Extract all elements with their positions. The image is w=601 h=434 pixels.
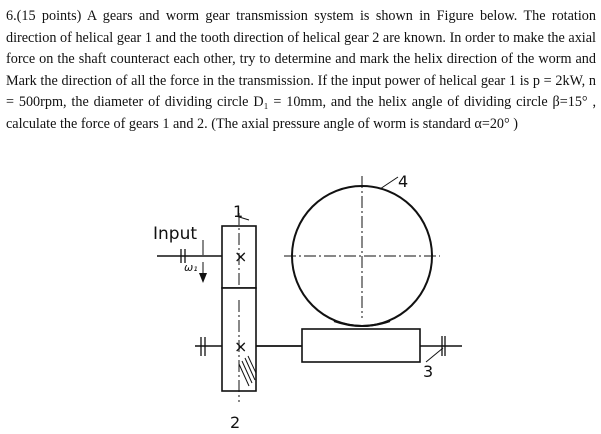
gear-2-cross-mark: ×: [234, 337, 248, 356]
gear-1-cross-mark: ×: [234, 247, 248, 266]
helical-gear-2: [195, 288, 302, 402]
omega-label: ω₁: [184, 261, 198, 274]
gear-1-label: 1: [233, 202, 244, 221]
input-label: Input: [153, 224, 198, 244]
worm-wheel: [284, 176, 440, 326]
gear-2-label: 2: [230, 413, 241, 432]
worm-label: 3: [423, 362, 434, 381]
worm-wheel-label: 4: [398, 172, 409, 191]
problem-text: 6.(15 points) A gears and worm gear transmission system is shown in Figure below. The rotation direction of helical gear 1 and the tooth direction of helical gear 2 are known. In order to make the axial force on the shaft counteract each other, try to determine and mark the helix direction of the worm and Mark the direction of all the force in the transmission. If the input power of helical gear 1 is p = 2kW, n = 500rpm, the diameter of dividing circle D₁ = 10mm, and the helix angle of dividing circle β=15° , calculate the force of gears 1 and 2. (The axial pressure angle of worm is standard α=20° ): [6, 8, 596, 132]
